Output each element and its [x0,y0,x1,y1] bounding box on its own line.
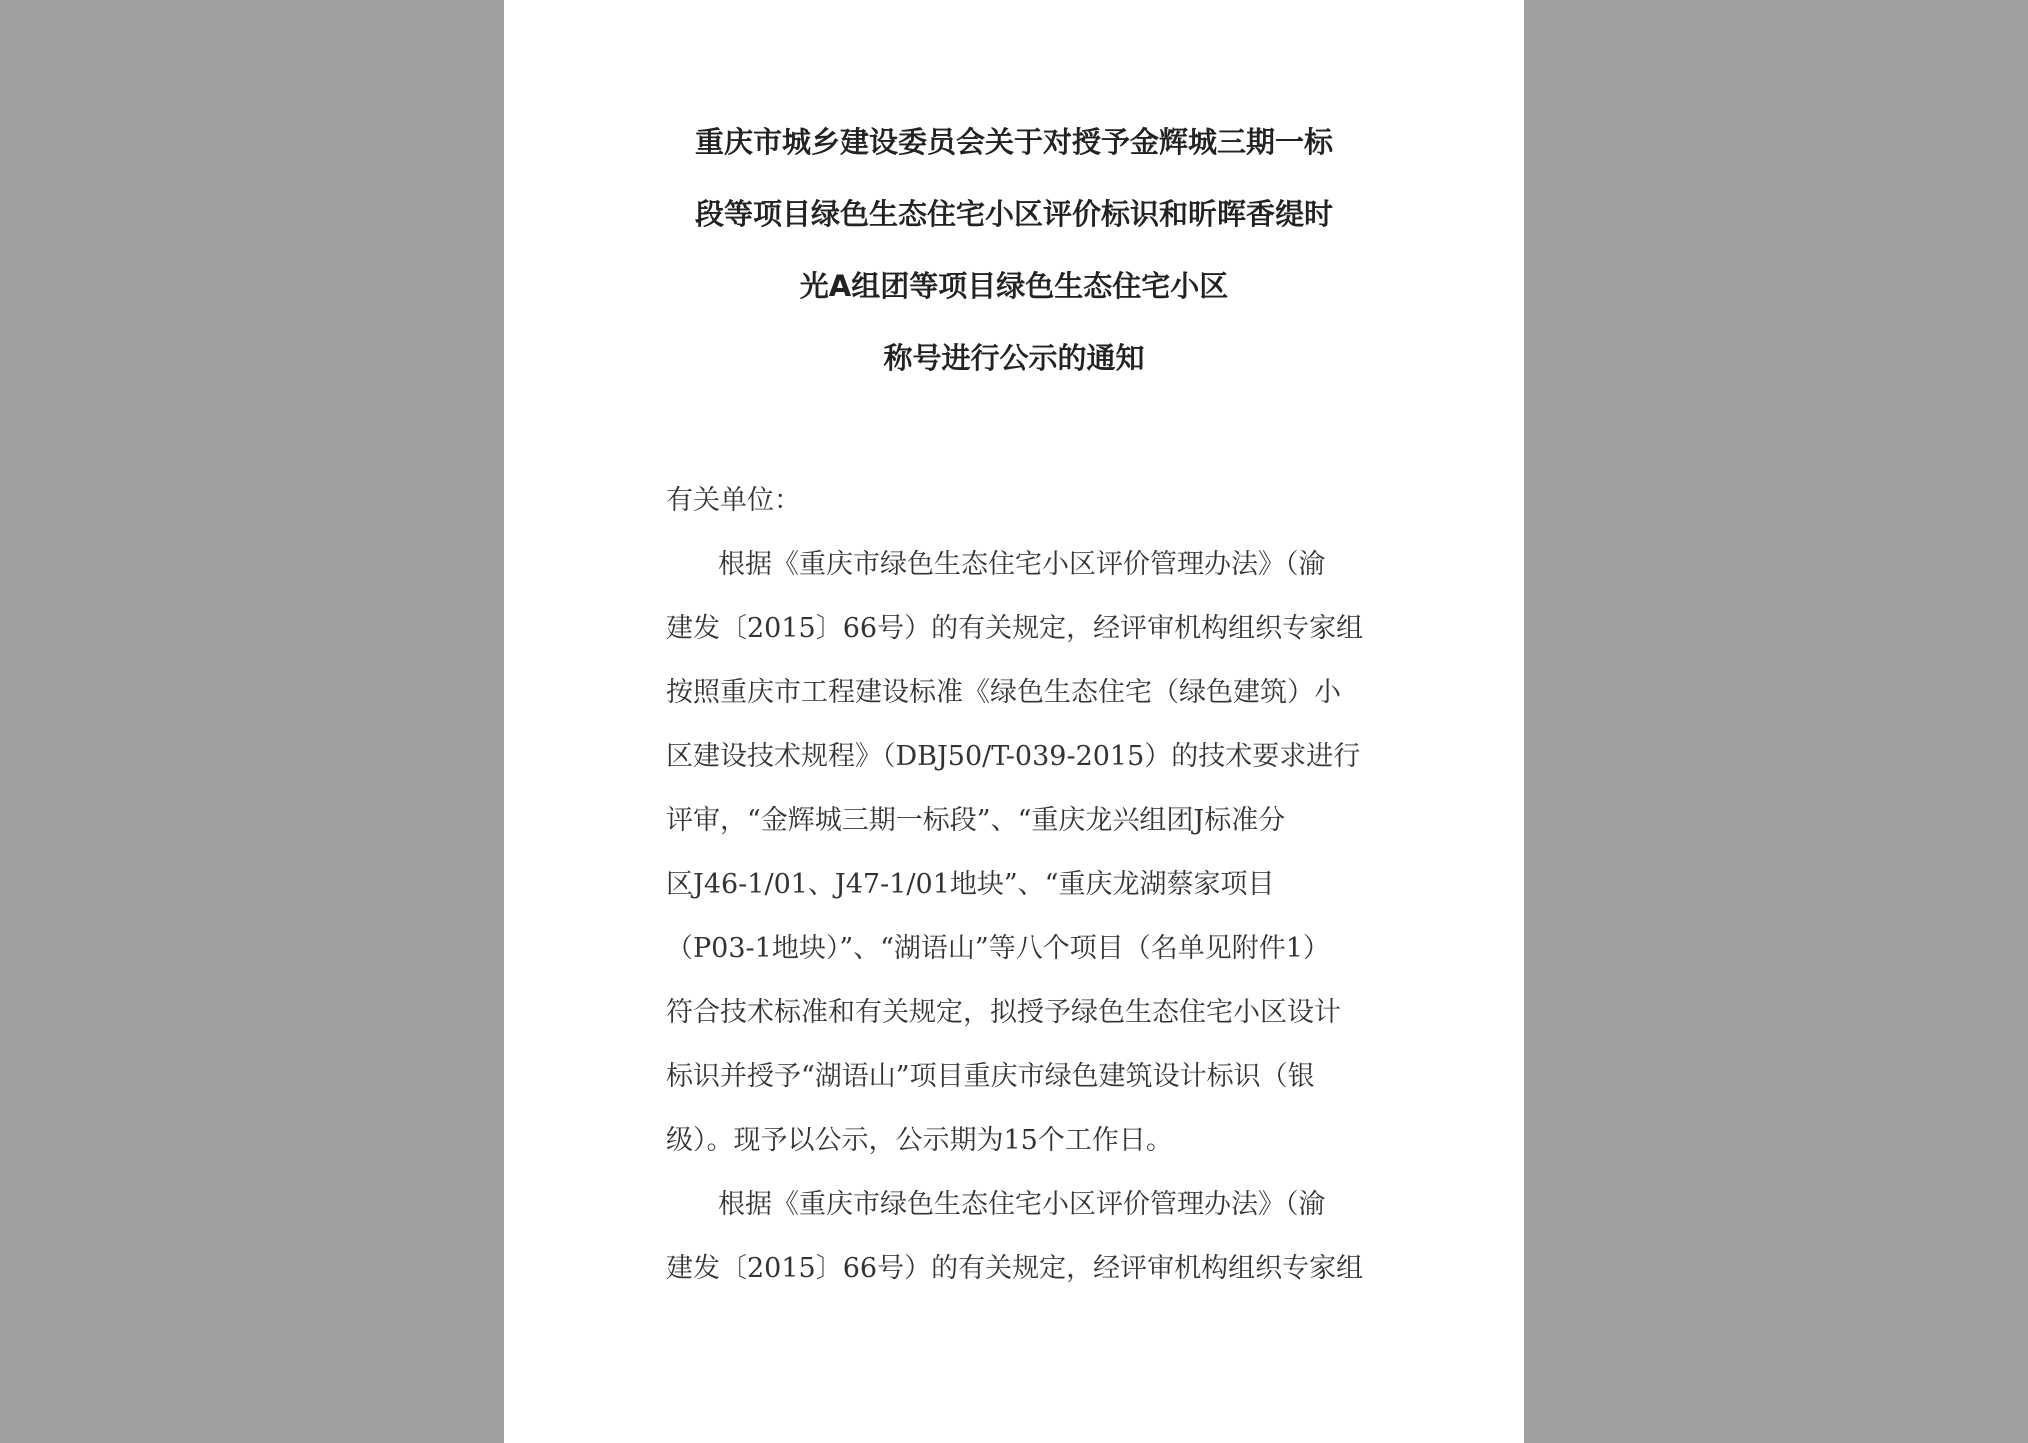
paragraph-1-line: 评审，“金辉城三期一标段”、“重庆龙兴组团J标准分 [666,805,1286,836]
paragraph-1-line: （P03-1地块）”、“湖语山”等八个项目（名单见附件1） [666,933,1330,964]
document-page [504,0,1524,1443]
paragraph-1-line: 级）。现予以公示，公示期为15个工作日。 [666,1125,1173,1156]
salutation: 有关单位： [666,485,801,516]
paragraph-1-line: 区建设技术规程》（DBJ50/T-039-2015）的技术要求进行 [666,741,1361,772]
paragraph-2-line: 根据《重庆市绿色生态住宅小区评价管理办法》（渝 [718,1189,1326,1220]
title-line: 重庆市城乡建设委员会关于对授予金辉城三期一标 [694,125,1333,159]
notice-title [504,118,1524,406]
paragraph-1-line: 按照重庆市工程建设标准《绿色生态住宅（绿色建筑）小 [666,677,1341,708]
paragraph-1-line: 根据《重庆市绿色生态住宅小区评价管理办法》（渝 [718,549,1326,580]
paragraph-2-line: 建发〔2015〕66号）的有关规定，经评审机构组织专家组 [666,1253,1364,1284]
title-line: 段等项目绿色生态住宅小区评价标识和昕晖香缇时 [694,197,1333,231]
paragraph-1-line: 区J46-1/01、J47-1/01地块”、“重庆龙湖蔡家项目 [666,869,1275,900]
title-line: 称号进行公示的通知 [883,341,1145,375]
paragraph-1-line: 建发〔2015〕66号）的有关规定，经评审机构组织专家组 [666,613,1364,644]
title-line: 光A组团等项目绿色生态住宅小区 [799,269,1229,303]
notice-body [666,477,1406,1309]
paragraph-1-line: 标识并授予“湖语山”项目重庆市绿色建筑设计标识（银 [666,1061,1315,1092]
paragraph-1-line: 符合技术标准和有关规定，拟授予绿色生态住宅小区设计 [666,997,1341,1028]
